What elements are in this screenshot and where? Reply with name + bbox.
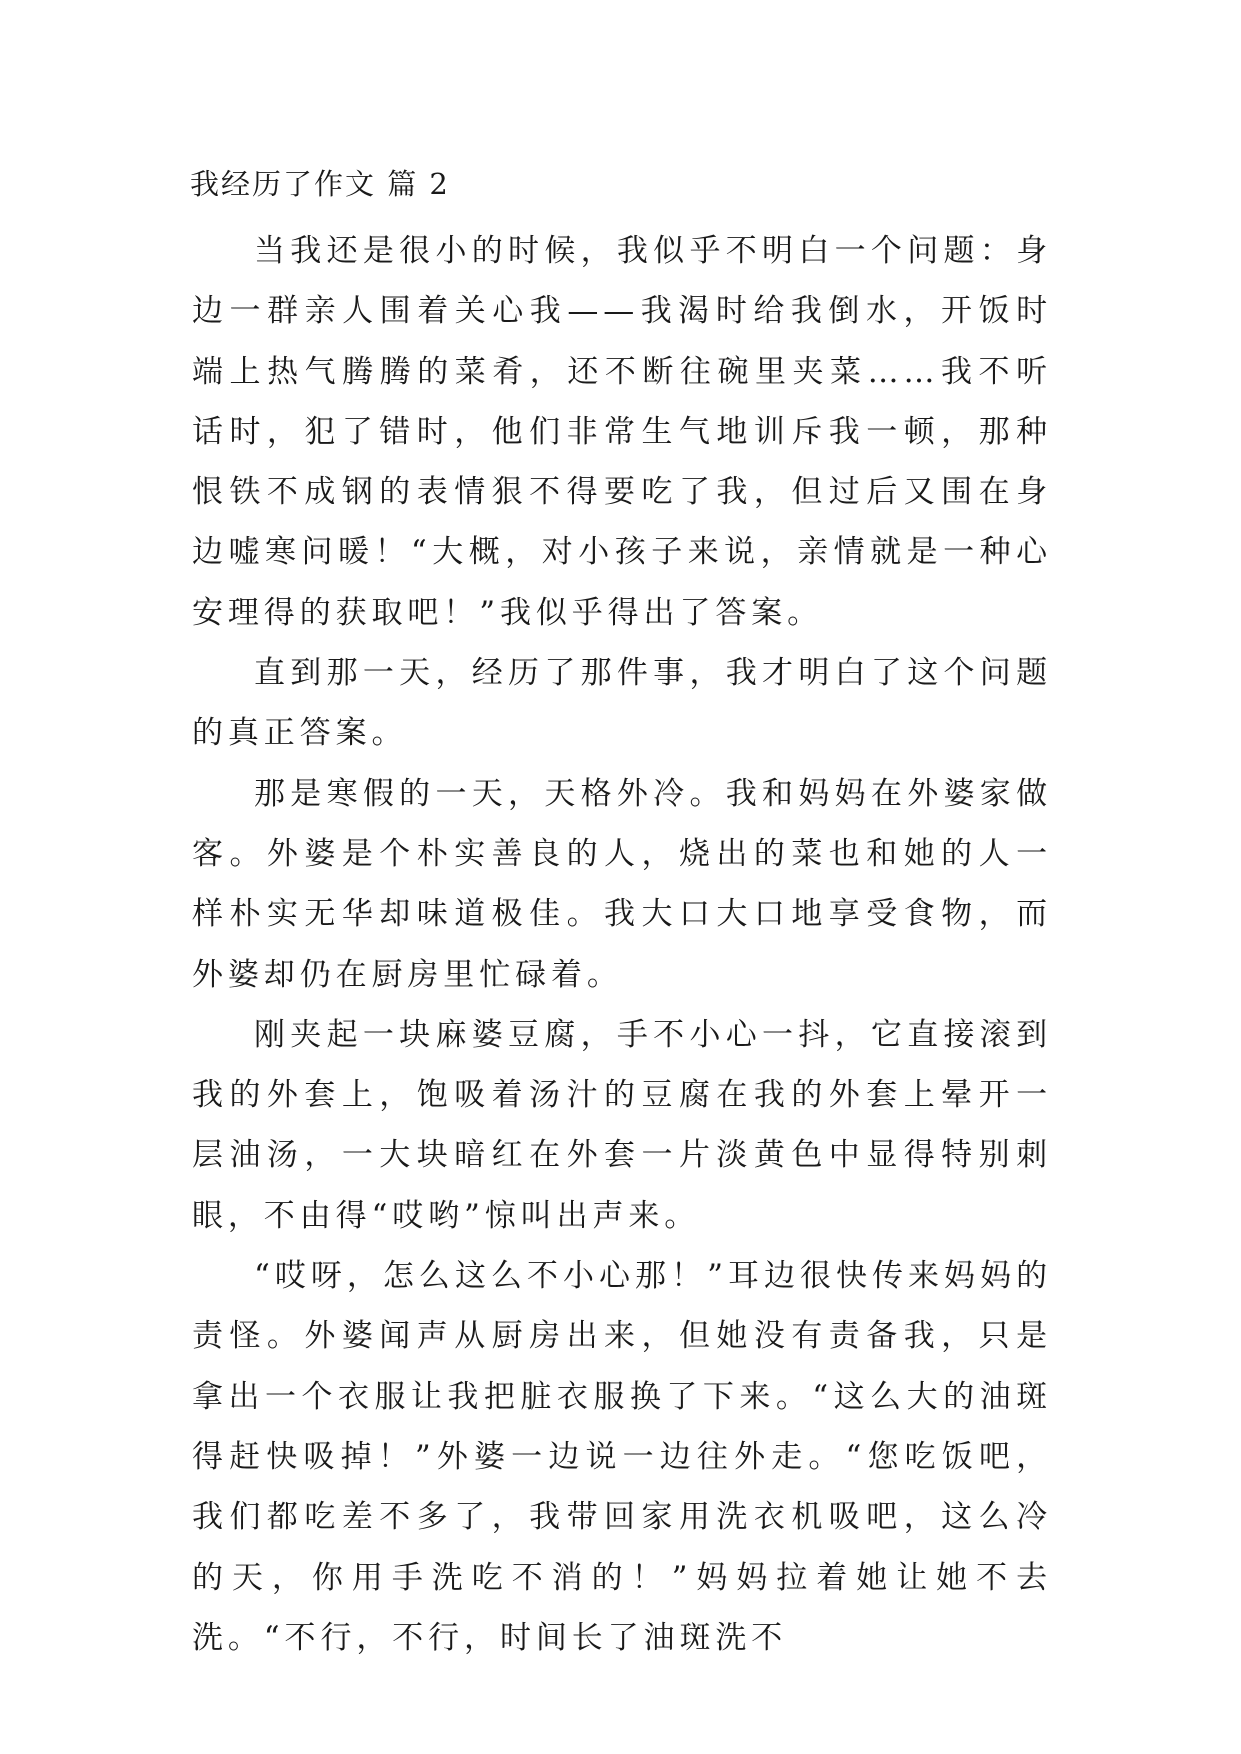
paragraph-1: 当我还是很小的时候，我似乎不明白一个问题：身边一群亲人围着关心我——我渴时给我倒水，开饭时端上热气腾腾的菜肴，还不断往碗里夹菜……我不听话时，犯了错时，他们非常生气地训斥我一顿，那种恨铁不成钢的表情狠不得要吃了我，但过后又围在身边嘘寒问暖！“大概，对小孩子来说，亲情就是一种心安理得的获取吧！”我似乎得出了答案。 [192,233,1052,631]
essay-body [192,221,1052,1668]
paragraph-2: 直到那一天，经历了那件事，我才明白了这个问题的真正答案。 [192,655,1052,752]
paragraph-4: 刚夹起一块麻婆豆腐，手不小心一抖，它直接滚到我的外套上，饱吸着汤汁的豆腐在我的外套上晕开一层油汤，一大块暗红在外套一片淡黄色中显得特别刺眼，不由得“哎哟”惊叫出声来。 [192,1016,1052,1234]
essay-title: 我经历了作文 篇 2 [190,167,450,201]
paragraph-3: 那是寒假的一天，天格外冷。我和妈妈在外婆家做客。外婆是个朴实善良的人，烧出的菜也和她的人一样朴实无华却味道极佳。我大口大口地享受食物，而外婆却仍在厨房里忙碌着。 [192,775,1052,993]
paragraph-5: “哎呀，怎么这么不小心那！”耳边很快传来妈妈的责怪。外婆闻声从厨房出来，但她没有责备我，只是拿出一个衣服让我把脏衣服换了下来。“这么大的油斑得赶快吸掉！”外婆一边说一边往外走。“您吃饭吧，我们都吃差不多了，我带回家用洗衣机吸吧，这么冷的天，你用手洗吃不消的！”妈妈拉着她让她不去洗。“不行，不行，时间长了油斑洗不 [192,1258,1052,1656]
